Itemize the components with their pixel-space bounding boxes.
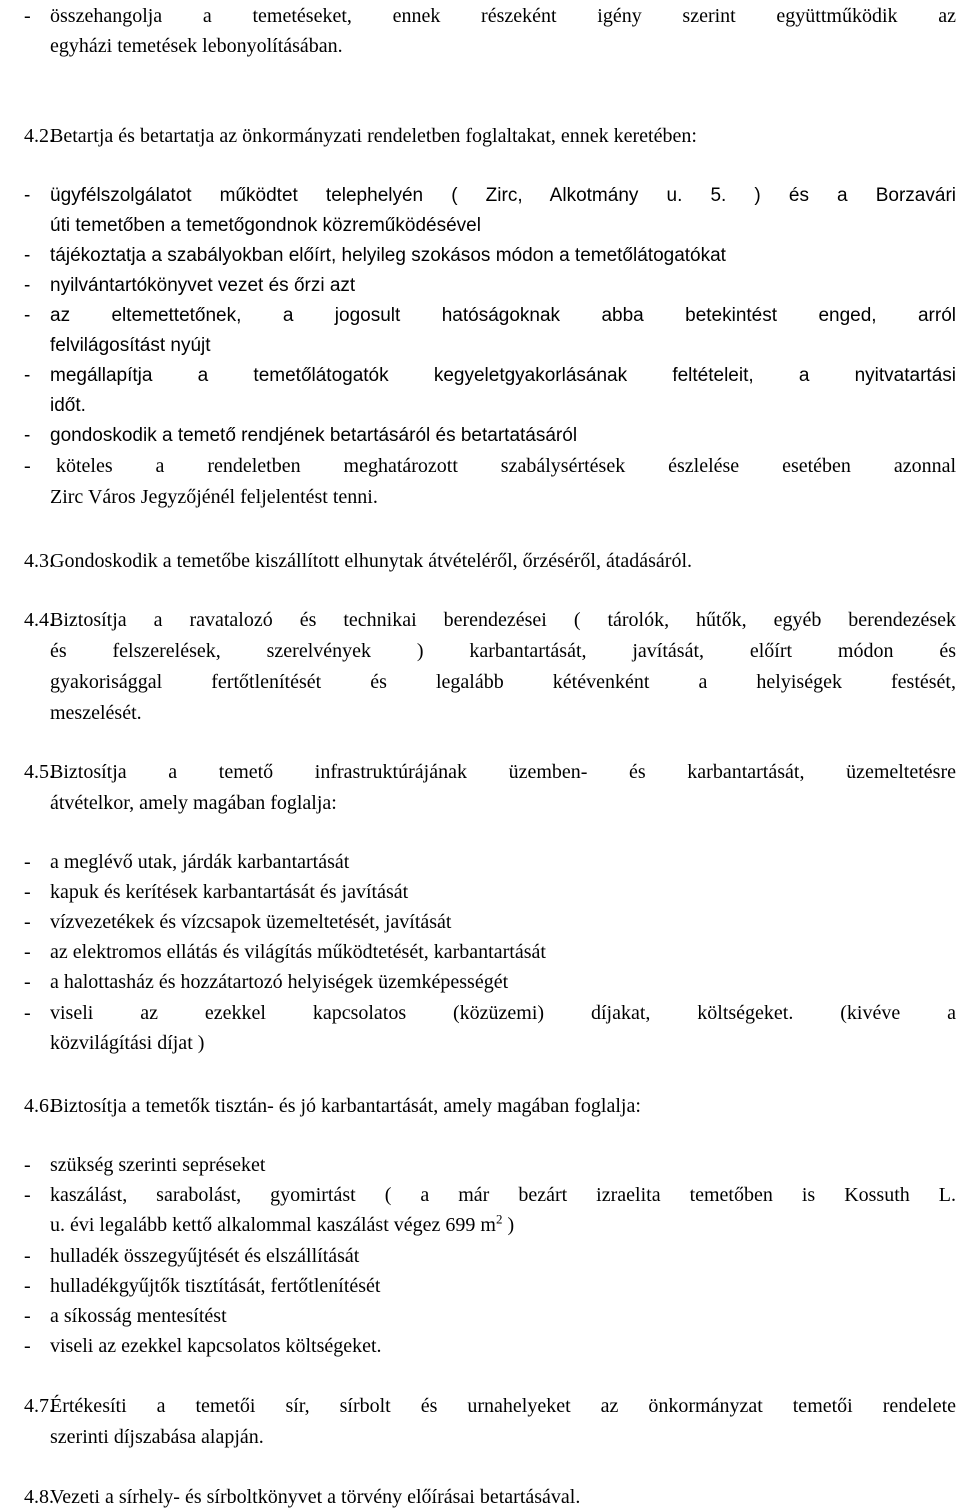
section-text: szerinti díjszabása alapján. — [50, 1426, 264, 1448]
paragraph-text: időt. — [50, 395, 86, 416]
section-number: 4.7. — [24, 1395, 54, 1417]
paragraph-text: felvilágosítást nyújt — [50, 335, 211, 356]
bullet-dash: - — [24, 275, 31, 296]
paragraph-text: hulladékgyűjtők tisztítását, fertőtlenítését — [50, 1275, 381, 1297]
bullet-dash: - — [24, 911, 31, 933]
paragraph-text: a síkosság mentesítést — [50, 1305, 227, 1327]
section-text: meszelését. — [50, 702, 142, 724]
paragraph-main: u. évi legalább kettő alkalommal kaszálást végez 699 m — [50, 1214, 496, 1236]
paragraph-tail: ) — [502, 1214, 515, 1236]
paragraph-text: Zirc Város Jegyzőjénél feljelentést tenni. — [50, 486, 378, 508]
bullet-dash: - — [24, 1275, 31, 1297]
section-number: 4.3. — [24, 550, 54, 572]
paragraph-text: a halottasház és hozzátartozó helyiségek üzemképességét — [50, 971, 509, 993]
bullet-dash: - — [24, 305, 31, 326]
section-text: Biztosítja a temető infrastruktúrájának üzemben- és karbantartását, üzemeltetésre — [50, 761, 956, 783]
bullet-dash: - — [24, 1154, 31, 1176]
paragraph-text — [50, 1212, 956, 1238]
bullet-dash: - — [24, 971, 31, 993]
section-text: és felszerelések, szerelvények ) karbantartását, javítását, előírt módon és — [50, 640, 956, 662]
bullet-dash: - — [24, 365, 31, 386]
bullet-dash: - — [24, 1184, 31, 1206]
paragraph-text: a meglévő utak, járdák karbantartását — [50, 851, 350, 873]
section-text: Biztosítja a ravatalozó és technikai berendezései ( tárolók, hűtők, egyéb berendezések — [50, 609, 956, 631]
paragraph-text: viseli az ezekkel kapcsolatos (közüzemi) díjakat, költségeket. (kivéve a — [50, 1002, 956, 1024]
section-number: 4.8. — [24, 1486, 54, 1508]
bullet-dash: - — [24, 1335, 31, 1357]
bullet-dash: - — [24, 1245, 31, 1267]
bullet-dash: - — [24, 455, 31, 477]
section-number: 4.2. — [24, 125, 54, 147]
bullet-dash: - — [24, 5, 31, 27]
paragraph-text: tájékoztatja a szabályokban előírt, helyileg szokásos módon a temetőlátogatókat — [50, 245, 726, 266]
bullet-dash: - — [24, 941, 31, 963]
section-text: átvételkor, amely magában foglalja: — [50, 792, 337, 814]
paragraph-text: vízvezetékek és vízcsapok üzemeltetését, javítását — [50, 911, 452, 933]
section-text: Biztosítja a temetők tisztán- és jó karbantartását, amely magában foglalja: — [50, 1095, 641, 1117]
paragraph-text: kaszálást, sarabolást, gyomirtást ( a már bezárt izraelita temetőben is Kossuth L. — [50, 1184, 956, 1206]
bullet-dash: - — [24, 185, 31, 206]
bullet-dash: - — [24, 881, 31, 903]
bullet-dash: - — [24, 245, 31, 266]
section-text: Gondoskodik a temetőbe kiszállított elhunytak átvételéről, őrzéséről, átadásáról. — [50, 550, 693, 572]
section-text: Értékesíti a temetői sír, sírbolt és urnahelyeket az önkormányzat temetői rendelete — [50, 1395, 956, 1417]
paragraph-text: szükség szerinti sepréseket — [50, 1154, 266, 1176]
superscript: 2 — [495, 1211, 503, 1227]
bullet-dash: - — [24, 851, 31, 873]
paragraph-text: egyházi temetések lebonyolításában. — [50, 35, 343, 57]
section-number: 4.4. — [24, 609, 54, 631]
section-number: 4.6. — [24, 1095, 54, 1117]
section-text: gyakorisággal fertőtlenítését és legalább kétévenként a helyiségek festését, — [50, 671, 956, 693]
paragraph-text: ügyfélszolgálatot működtet telephelyén ( Zirc, Alkotmány u. 5. ) és a Borzavári — [50, 185, 956, 206]
section-number: 4.5. — [24, 761, 54, 783]
paragraph-text: nyilvántartókönyvet vezet és őrzi azt — [50, 275, 356, 296]
paragraph-text: viseli az ezekkel kapcsolatos költségeket. — [50, 1335, 382, 1357]
paragraph-text: megállapítja a temetőlátogatók kegyeletgyakorlásának feltételeit, a nyitvatartási — [50, 365, 956, 386]
paragraph-text: gondoskodik a temető rendjének betartásáról és betartatásáról — [50, 425, 578, 446]
paragraph-text: hulladék összegyűjtését és elszállítását — [50, 1245, 360, 1267]
paragraph-text: összehangolja a temetéseket, ennek részeként igény szerint együttműködik az — [50, 5, 956, 27]
bullet-dash: - — [24, 425, 31, 446]
section-text: Betartja és betartatja az önkormányzati rendeletben foglaltakat, ennek keretében: — [50, 125, 697, 147]
paragraph-text: úti temetőben a temetőgondnok közreműködésével — [50, 215, 481, 236]
paragraph-text: köteles a rendeletben meghatározott szabálysértések észlelése esetében azonnal — [56, 455, 956, 477]
bullet-dash: - — [24, 1305, 31, 1327]
paragraph-text: kapuk és kerítések karbantartását és javítását — [50, 881, 409, 903]
paragraph-text: közvilágítási díjat ) — [50, 1032, 205, 1054]
paragraph-text: az elektromos ellátás és világítás működtetését, karbantartását — [50, 941, 546, 963]
bullet-dash: - — [24, 1002, 31, 1024]
paragraph-text: az eltemettetőnek, a jogosult hatóságoknak abba betekintést enged, arról — [50, 305, 956, 326]
section-text: Vezeti a sírhely- és sírboltkönyvet a törvény előírásai betartásával. — [50, 1486, 581, 1508]
